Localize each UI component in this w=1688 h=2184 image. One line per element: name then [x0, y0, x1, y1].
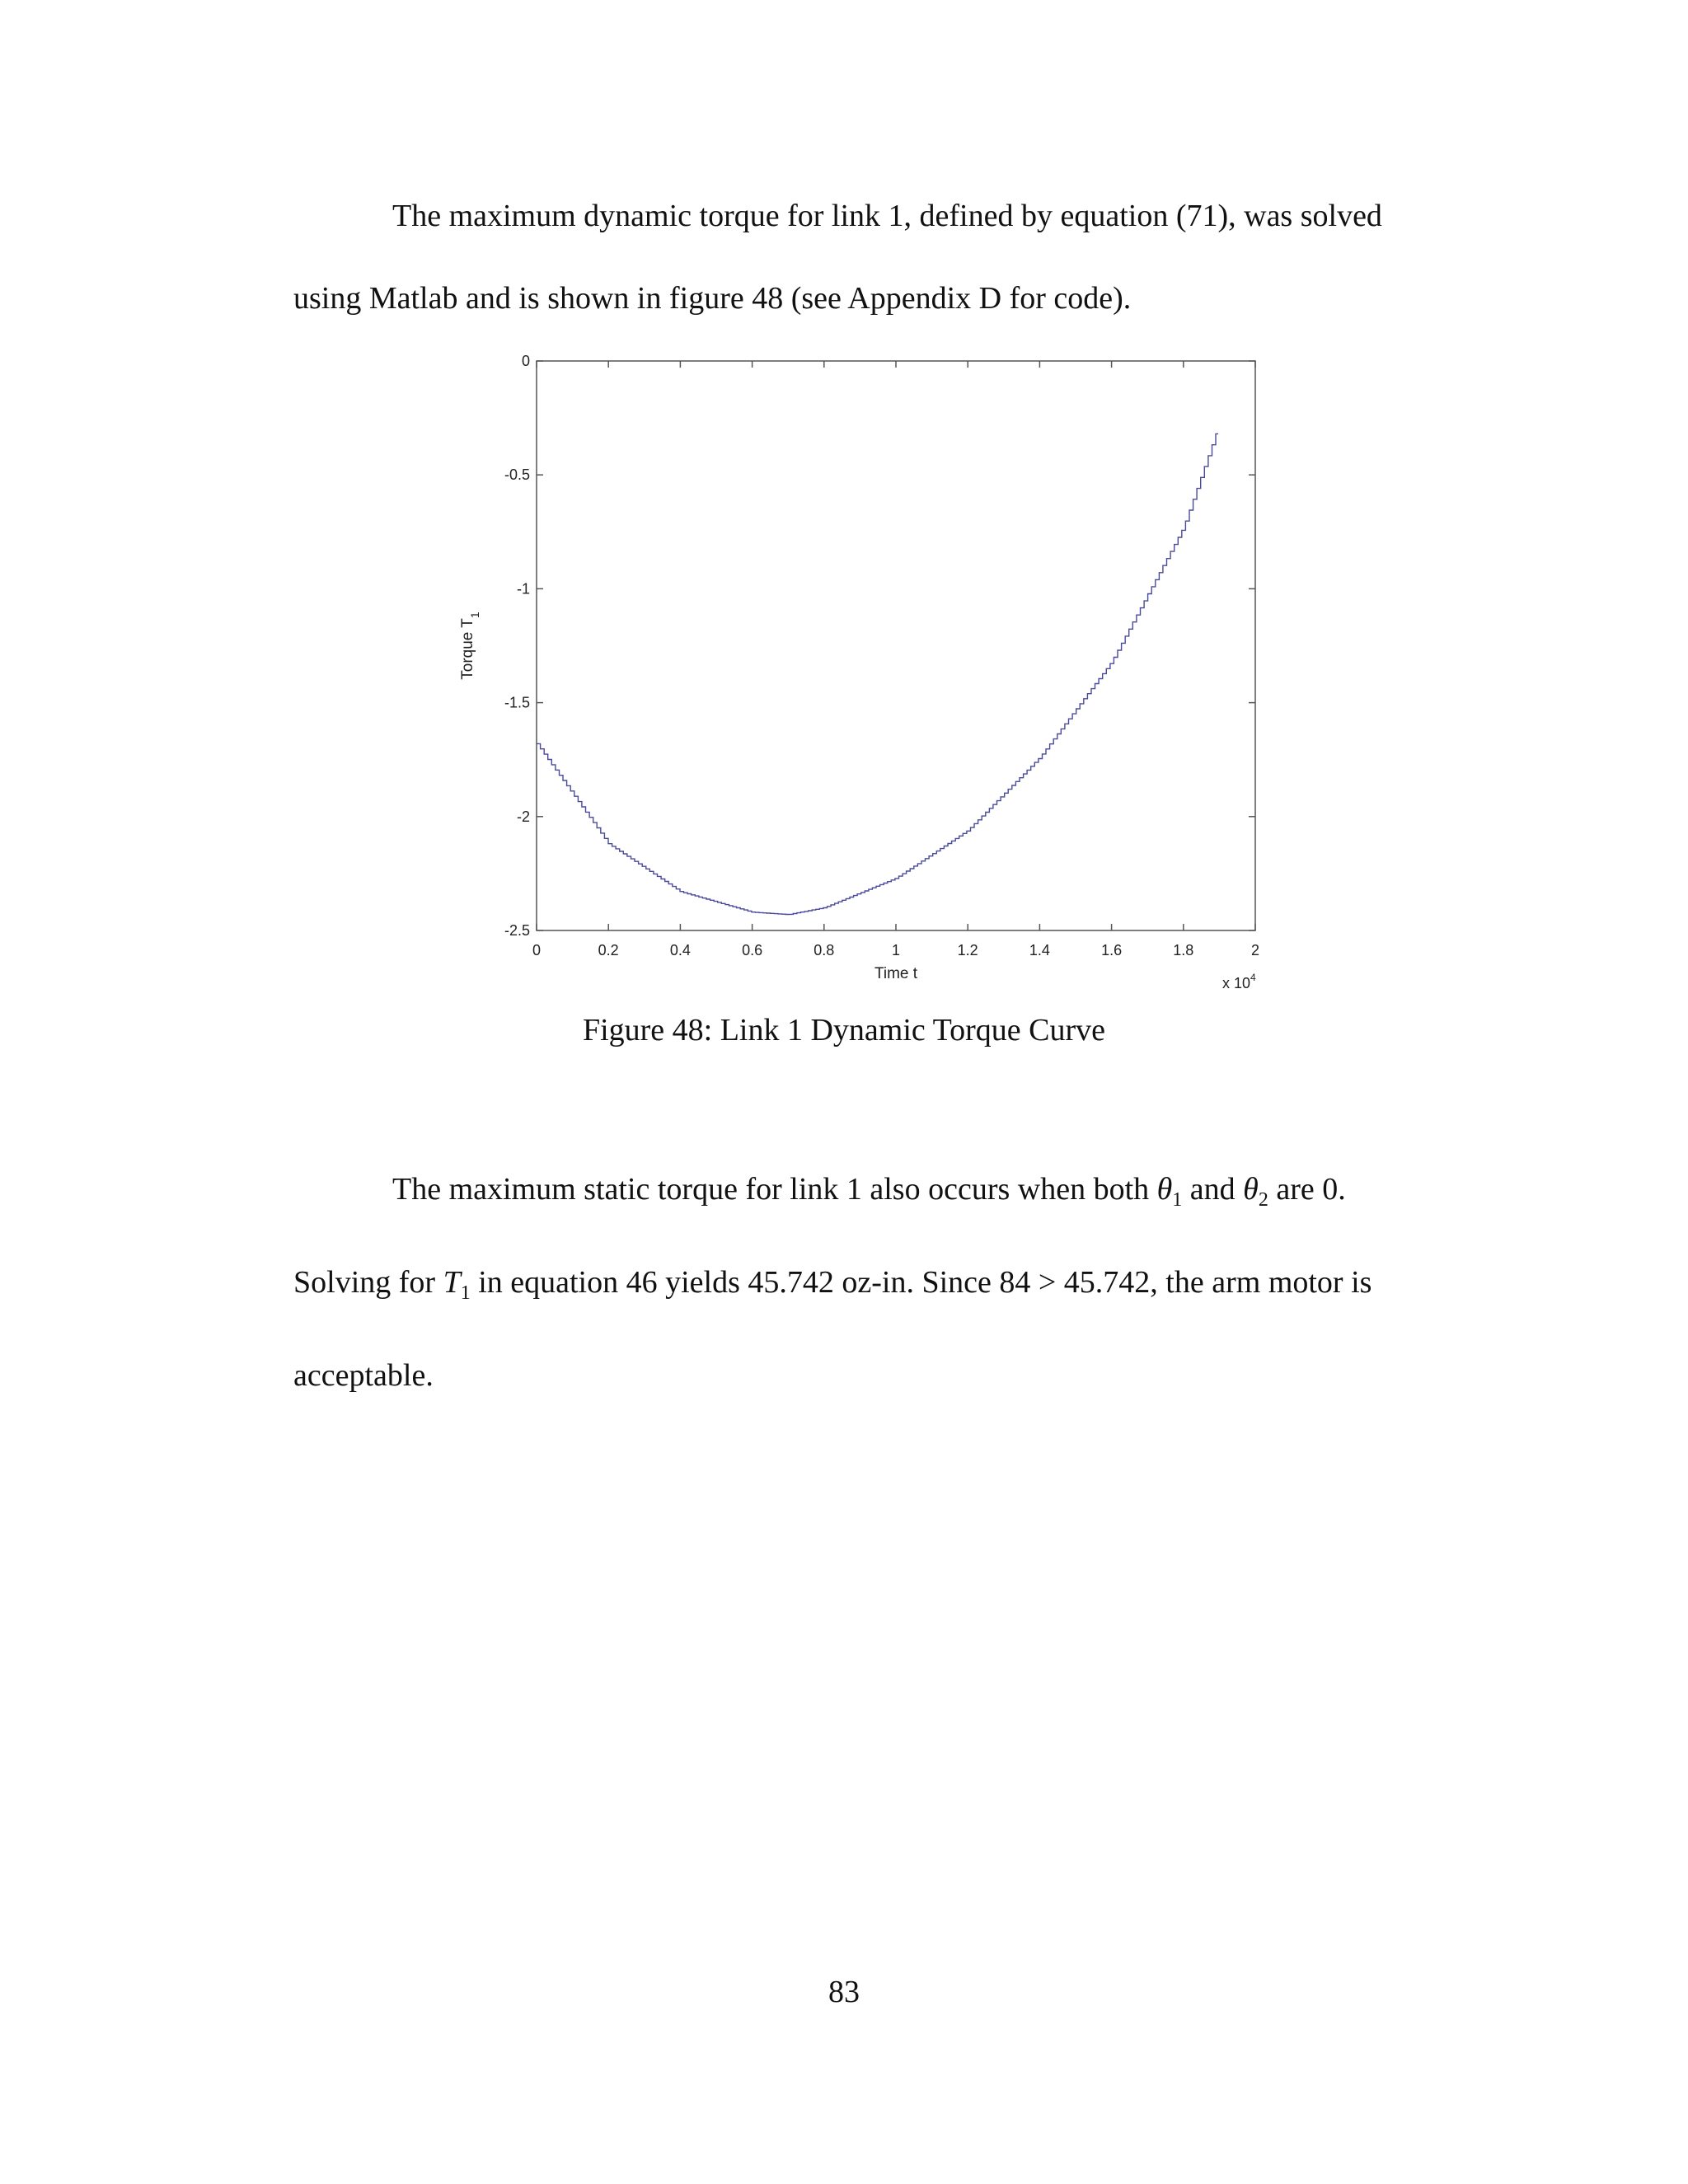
x-tick-label: 1.4	[1029, 942, 1050, 958]
y-tick-label: -2	[516, 808, 530, 825]
y-tick-label: -2.5	[504, 922, 530, 939]
x-axis-label: Time t	[874, 965, 918, 982]
paragraph-2-part1: The maximum static torque for link 1 also occurs when both	[392, 1172, 1150, 1207]
paragraph-2	[293, 1148, 1424, 1417]
torque-series-line	[537, 434, 1218, 914]
x-tick-label: 1.6	[1101, 942, 1123, 958]
x-multiplier-label: x $10^4$	[1222, 972, 1256, 989]
figure-48	[445, 346, 1302, 989]
theta-2-symbol: $\theta_2$	[1243, 1172, 1268, 1211]
x-multiplier-exponent: 4	[1250, 972, 1256, 983]
x-tick-label: 0.6	[742, 942, 763, 958]
torque-chart	[445, 346, 1302, 989]
paragraph-1-text: The maximum dynamic torque for link 1, defined by equation (71), was solved using Matlab and is shown in figure 48 (see Appendix D for code).	[293, 199, 1382, 316]
page-number: 83	[828, 1975, 860, 2009]
x-tick-label: 0.2	[598, 942, 619, 958]
paragraph-2-part3: in equation 46 yields 45.742 oz-in. Since 84 > 45.742, the arm motor is acceptable.	[293, 1265, 1372, 1393]
y-tick-label: -0.5	[504, 466, 530, 484]
x-tick-label: 0.8	[814, 942, 835, 958]
y-tick-label: 0	[521, 353, 530, 369]
x-tick-label: 1.2	[957, 942, 978, 958]
y-axis-label-subscript: 1	[468, 612, 481, 619]
x-tick-label: 0	[532, 942, 542, 958]
plot-frame	[537, 361, 1255, 930]
x-tick-label: 0.4	[669, 942, 691, 958]
x-tick-label: 2	[1250, 942, 1260, 958]
y-axis-label: Torque $T_1$	[459, 612, 481, 680]
paragraph-2-and: and	[1189, 1172, 1236, 1207]
t1-symbol: $T_1$	[443, 1265, 471, 1304]
paragraph-1	[293, 175, 1424, 340]
theta-1-symbol: $\theta_1$	[1156, 1172, 1183, 1211]
x-tick-label: 1.8	[1173, 942, 1194, 958]
paragraph-2-part2: are 0. Solving for	[293, 1172, 1346, 1300]
y-tick-label: -1	[516, 580, 530, 598]
x-tick-label: 1	[891, 942, 901, 958]
figure-caption: Figure 48: Link 1 Dynamic Torque Curve	[582, 1013, 1106, 1047]
y-tick-label: -1.5	[504, 694, 530, 711]
